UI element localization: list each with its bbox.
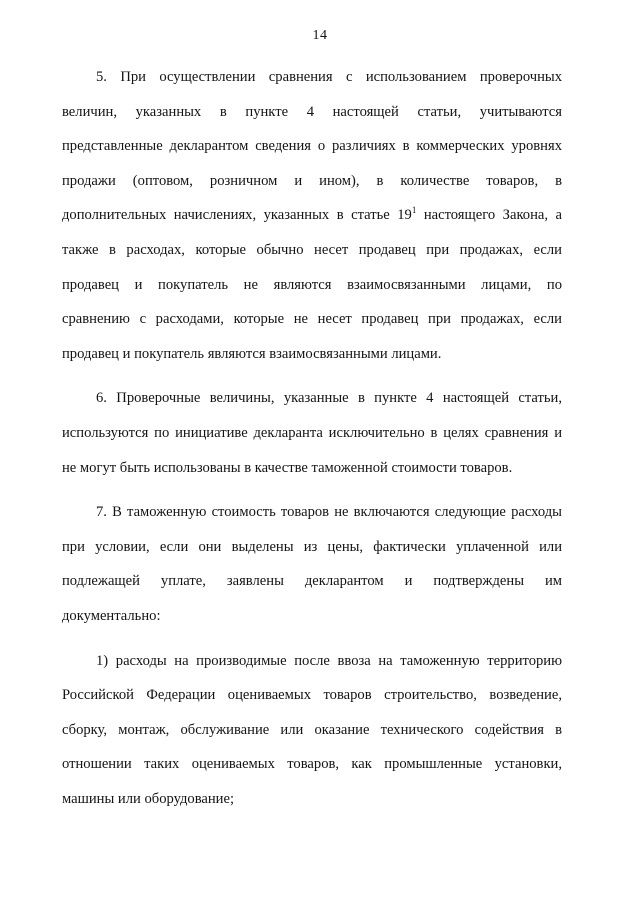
text-line-with-superscript [62,198,562,233]
text-line: 5. При осуществлении сравнения с использованием проверочных [96,69,562,85]
text-line: продажи (оптовом, розничном и ином), в количестве товаров, в [62,172,562,189]
text-line: машины или оборудование; [62,790,235,807]
text-line: документально: [62,607,161,624]
paragraph-7-item-1 [62,644,562,817]
text-line: продавец и покупатель являются взаимосвязанными лицами. [62,345,442,362]
text-line: величин, указанных в пункте 4 настоящей статьи, учитываются [62,103,562,120]
paragraph-spacer [62,371,562,381]
text-fragment: дополнительных начислениях, указанных в статье 19 [62,207,412,224]
text-line: Российской Федерации оцениваемых товаров строительство, возведение, [62,687,562,704]
document-body [62,60,562,816]
text-line: сравнению с расходами, которые не несет продавец при продажах, если [62,311,562,328]
text-line: подлежащей уплате, заявлены декларантом и подтверждены им [62,573,562,590]
text-line: также в расходах, которые обычно несет продавец при продажах, если [62,241,562,258]
paragraph-6 [62,381,562,485]
superscript-marker: 1 [411,205,417,216]
text-fragment: настоящего Закона, а [416,207,563,224]
text-line: 6. Проверочные величины, указанные в пункте 4 настоящей статьи, [96,390,562,407]
paragraph-7 [62,495,562,633]
text-line: 7. В таможенную стоимость товаров не включаются следующие расходы [96,504,562,521]
text-line: 1) расходы на производимые после ввоза на таможенную территорию [96,652,562,669]
text-line: отношении таких оцениваемых товаров, как промышленные установки, [62,756,562,773]
paragraph-spacer [62,634,562,644]
text-line: при условии, если они выделены из цены, фактически уплаченной или [62,538,562,555]
text-line: сборку, монтаж, обслуживание или оказание технического содействия в [62,721,562,738]
text-line: используются по инициативе декларанта исключительно в целях сравнения и [62,424,562,441]
paragraph-spacer [62,485,562,495]
paragraph-5 [62,60,562,371]
text-line: представленные декларантом сведения о различиях в коммерческих уровнях [62,138,562,155]
page-number: 14 [312,28,328,43]
text-line: не могут быть использованы в качестве таможенной стоимости товаров. [62,459,513,476]
text-line: продавец и покупатель не являются взаимосвязанными лицами, по [62,276,562,293]
